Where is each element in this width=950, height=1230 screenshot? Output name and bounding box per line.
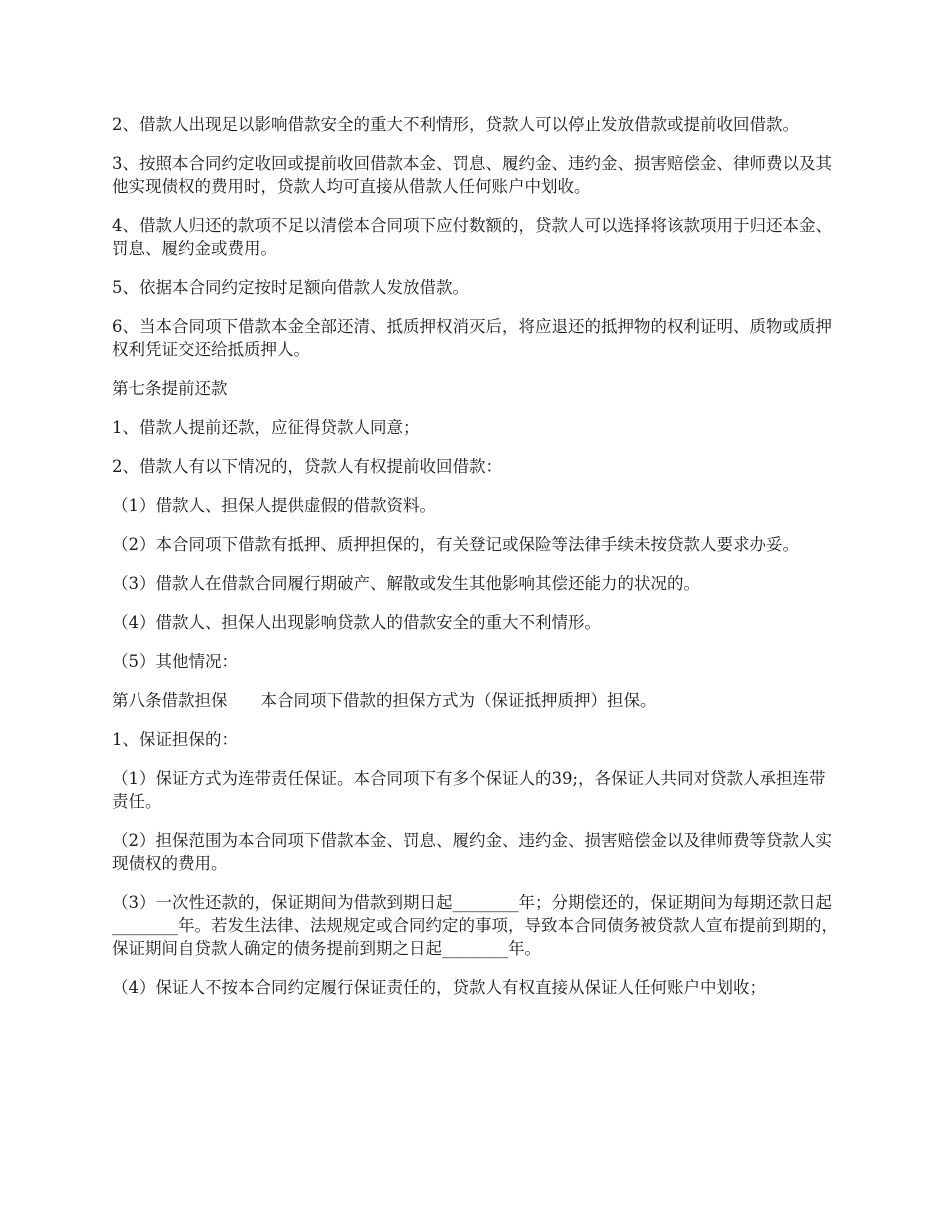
section-heading-article-8: 第八条借款担保 本合同项下借款的担保方式为（保证抵押质押）担保。 <box>112 691 657 710</box>
list-item-condition-4: （4）借款人、担保人出现影响贷款人的借款安全的重大不利情形。 <box>112 613 601 632</box>
paragraph-guarantee-1: 1、保证担保的： <box>112 730 238 749</box>
list-item-condition-2: （2）本合同项下借款有抵押、质押担保的，有关登记或保险等法律手续未按贷款人要求办妥。 <box>112 535 799 554</box>
paragraph-clause-2: 2、借款人出现足以影响借款安全的重大不利情形，贷款人可以停止发放借款或提前收回借款。 <box>112 115 799 134</box>
list-item-guarantee-2: （2）担保范围为本合同项下借款本金、罚息、履约金、违约金、损害赔偿金以及律师费等贷款人实现债权的费用。 <box>112 831 832 873</box>
paragraph-clause-4: 4、借款人归还的款项不足以清偿本合同项下应付数额的，贷款人可以选择将该款项用于归还本金、罚息、履约金或费用。 <box>112 216 832 258</box>
paragraph-clause-5: 5、依据本合同约定按时足额向借款人发放借款。 <box>112 278 469 297</box>
paragraph-prepayment-1: 1、借款人提前还款，应征得贷款人同意； <box>112 418 420 437</box>
list-item-guarantee-4: （4）保证人不按本合同约定履行保证责任的，贷款人有权直接从保证人任何账户中划收； <box>112 978 766 997</box>
list-item-guarantee-3: （3）一次性还款的，保证期间为借款到期日起________年；分期偿还的，保证期间为每期还款日起________年。若发生法律、法规规定或合同约定的事项，导致本合同债务被贷款人宣布提前到期的，保证期间自贷款人确定的债务提前到期之日起________年。 <box>112 893 838 958</box>
section-heading-article-7: 第七条提前还款 <box>112 379 228 398</box>
list-item-guarantee-1: （1）保证方式为连带责任保证。本合同项下有多个保证人的39;，各保证人共同对贷款人承担连带责任。 <box>112 769 826 811</box>
document-body <box>112 113 840 1015</box>
list-item-condition-3: （3）借款人在借款合同履行期破产、解散或发生其他影响其偿还能力的状况的。 <box>112 574 700 593</box>
paragraph-clause-6: 6、当本合同项下借款本金全部还清、抵质押权消灭后，将应退还的抵押物的权利证明、质物或质押权利凭证交还给抵质押人。 <box>112 317 832 359</box>
list-item-condition-1: （1）借款人、担保人提供虚假的借款资料。 <box>112 496 436 515</box>
paragraph-clause-3: 3、按照本合同约定收回或提前收回借款本金、罚息、履约金、违约金、损害赔偿金、律师费以及其他实现债权的费用时，贷款人均可直接从借款人任何账户中划收。 <box>112 154 832 196</box>
paragraph-prepayment-2: 2、借款人有以下情况的，贷款人有权提前收回借款： <box>112 457 502 476</box>
list-item-condition-5: （5）其他情况： <box>112 652 238 671</box>
